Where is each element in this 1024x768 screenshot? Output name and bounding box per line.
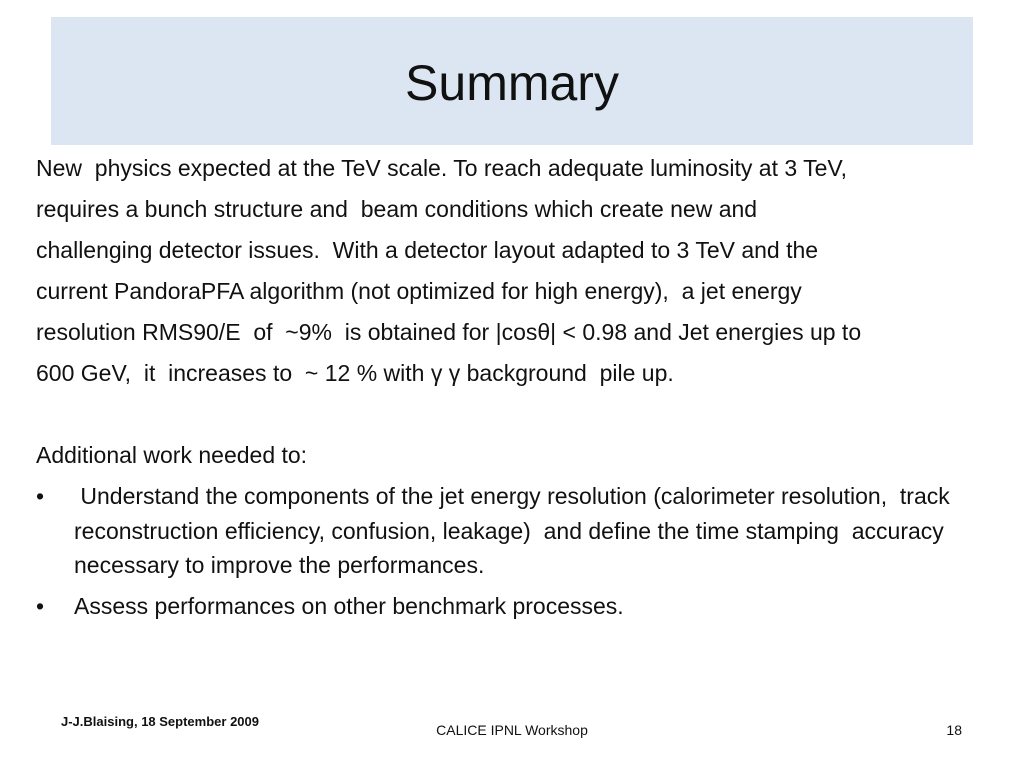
slide-title: Summary — [405, 55, 619, 111]
footer-event: CALICE IPNL Workshop — [436, 722, 588, 738]
title-banner — [51, 17, 973, 145]
paragraph-line: resolution RMS90/E of ~9% is obtained for |cosθ| < 0.98 and Jet energies up to — [36, 319, 862, 345]
paragraph-line: 600 GeV, it increases to ~ 12 % with γ γ background pile up. — [36, 360, 674, 386]
additional-work-heading: Additional work needed to: — [36, 442, 308, 468]
footer-page-number: 18 — [946, 722, 962, 738]
paragraph-line: current PandoraPFA algorithm (not optimized for high energy), a jet energy — [36, 278, 802, 304]
slide-body — [36, 148, 996, 623]
bullet-item — [36, 479, 996, 583]
spacer — [36, 394, 996, 435]
paragraph-line: challenging detector issues. With a detector layout adapted to 3 TeV and the — [36, 237, 819, 263]
bullet-icon: • — [36, 592, 45, 619]
bullet-item — [36, 589, 996, 624]
paragraph-line: New physics expected at the TeV scale. To reach adequate luminosity at 3 TeV, — [36, 155, 848, 181]
footer-author-date: J-J.Blaising, 18 September 2009 — [61, 714, 259, 729]
bullet-text: Understand the components of the jet energy resolution (calorimeter resolution, track reconstruction efficiency, confusion, leakage) and define the time stamping accuracy necessary to improve the performances. — [74, 483, 957, 578]
bullet-icon: • — [36, 483, 45, 509]
bullet-list — [36, 479, 996, 623]
paragraph-line: requires a bunch structure and beam conditions which create new and — [36, 196, 758, 222]
summary-paragraph — [36, 148, 996, 394]
bullet-text: Assess performances on other benchmark processes. — [74, 592, 624, 619]
